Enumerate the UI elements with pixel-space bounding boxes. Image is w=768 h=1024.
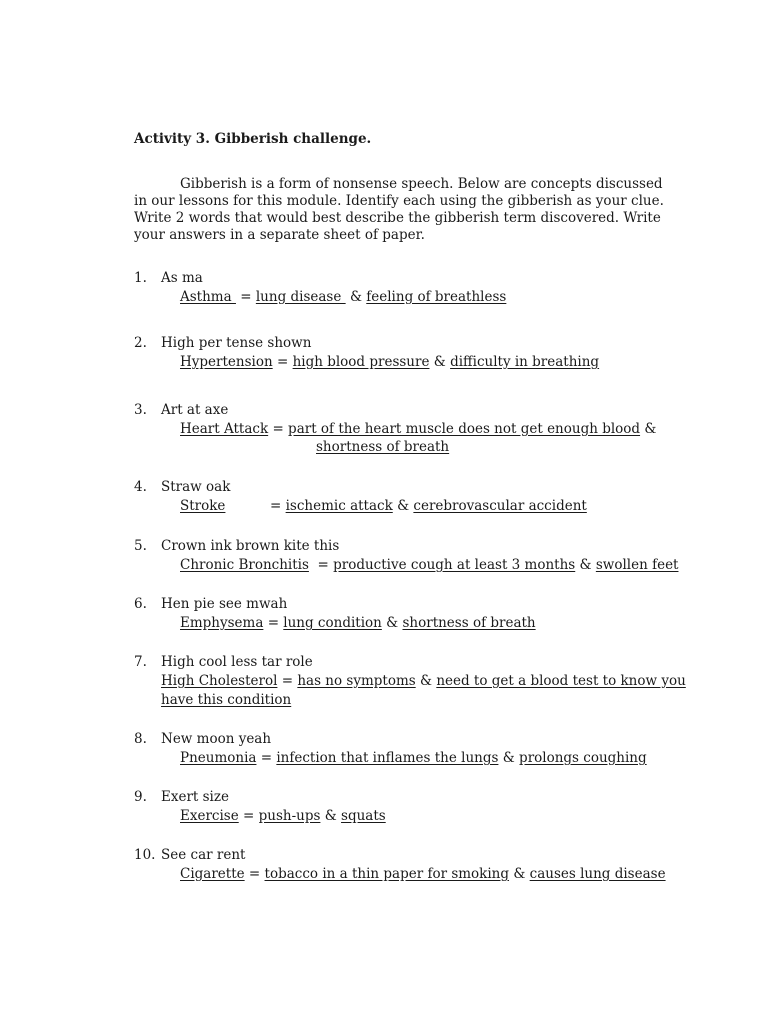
answer-word-1: push-ups — [258, 808, 321, 824]
answer-word-2-line-2: have this condition — [161, 692, 292, 708]
item-number: 6. — [134, 596, 147, 612]
intro-line-2: in our lessons for this module. Identify each using the gibberish as your clue. — [134, 193, 664, 209]
answer-line — [180, 288, 680, 307]
answer-word-2: squats — [341, 808, 386, 824]
answer-word-2: difficulty in breathing — [450, 354, 600, 370]
gibberish-clue: Art at axe — [161, 402, 229, 418]
answer-term: Hypertension — [180, 354, 273, 370]
item-number: 3. — [134, 402, 147, 418]
equals-sign: = — [270, 498, 282, 514]
ampersand: & — [397, 498, 410, 514]
answer-term: Cigarette — [180, 866, 245, 882]
answer-term: Heart Attack — [180, 421, 269, 437]
answer-word-1: ischemic attack — [285, 498, 393, 514]
ampersand: & — [644, 421, 657, 437]
answer-word-1: part of the heart muscle does not get enough blood — [288, 421, 641, 437]
answer-word-1: infection that inflames the lungs — [276, 750, 499, 766]
answer-line — [180, 556, 680, 575]
item-number: 8. — [134, 731, 147, 747]
answer-word-2: shortness of breath — [316, 439, 450, 455]
item-number: 9. — [134, 789, 147, 805]
equals-sign: = — [240, 289, 252, 305]
answer-word-1: has no symptoms — [297, 673, 416, 689]
answer-line — [180, 353, 680, 372]
gibberish-clue: Straw oak — [161, 479, 231, 495]
answer-term: High Cholesterol — [161, 673, 278, 689]
ampersand: & — [433, 354, 446, 370]
answer-word-2: prolongs coughing — [519, 750, 647, 766]
intro-line-3: Write 2 words that would best describe the gibberish term discovered. Write — [134, 210, 661, 226]
answer-term: Exercise — [180, 808, 239, 824]
answer-word-2: causes lung disease — [529, 866, 666, 882]
gibberish-clue: Crown ink brown kite this — [161, 538, 340, 554]
answer-word-1: lung condition — [283, 615, 382, 631]
item-number: 10. — [134, 847, 156, 863]
intro-paragraph — [134, 176, 664, 244]
gibberish-clue: High cool less tar role — [161, 654, 313, 670]
answer-word-2-line-1: need to get a blood test to know you — [436, 673, 686, 689]
gibberish-clue: Exert size — [161, 789, 229, 805]
item-number: 7. — [134, 654, 147, 670]
answer-term: Emphysema — [180, 615, 264, 631]
item-number: 4. — [134, 479, 147, 495]
equals-sign: = — [281, 673, 294, 689]
answer-term: Chronic Bronchitis — [180, 557, 309, 573]
answer-term: Pneumonia — [180, 750, 257, 766]
ampersand: & — [386, 615, 399, 631]
answer-word-1: lung disease — [255, 289, 346, 305]
equals-sign: = — [317, 557, 329, 573]
answer-line — [180, 497, 680, 516]
answer-word-1: tobacco in a thin paper for smoking — [264, 866, 510, 882]
answer-word-2: feeling of breathless — [366, 289, 507, 305]
answer-line — [180, 749, 680, 768]
gibberish-clue: See car rent — [161, 847, 246, 863]
answer-line — [180, 807, 680, 826]
intro-line-1: Gibberish is a form of nonsense speech. Below are concepts discussed — [180, 176, 663, 192]
equals-sign: = — [276, 354, 289, 370]
ampersand: & — [324, 808, 337, 824]
gibberish-clue: High per tense shown — [161, 335, 312, 351]
answer-line — [180, 420, 680, 439]
answer-word-1: high blood pressure — [292, 354, 430, 370]
item-number: 2. — [134, 335, 147, 351]
intro-line-4: your answers in a separate sheet of paper. — [134, 227, 425, 243]
ampersand: & — [419, 673, 433, 689]
ampersand: & — [579, 557, 592, 573]
answer-line — [161, 672, 686, 691]
equals-sign: = — [272, 421, 284, 437]
answer-word-2: cerebrovascular accident — [413, 498, 587, 514]
gibberish-clue: New moon yeah — [161, 731, 272, 747]
answer-word-1: productive cough at least 3 months — [333, 557, 576, 573]
gibberish-clue: Hen pie see mwah — [161, 596, 288, 612]
answer-term — [180, 497, 270, 516]
equals-sign: = — [243, 808, 255, 824]
equals-sign: = — [267, 615, 279, 631]
answer-term: Asthma — [180, 289, 236, 305]
answer-word-2: shortness of breath — [402, 615, 536, 631]
ampersand: & — [349, 289, 362, 305]
ampersand: & — [502, 750, 515, 766]
answer-word-2: swollen feet — [595, 557, 679, 573]
answer-term-text: Stroke — [180, 498, 226, 514]
item-number: 5. — [134, 538, 147, 554]
answer-line — [180, 614, 680, 633]
equals-sign: = — [260, 750, 273, 766]
answer-line — [180, 865, 680, 884]
activity-title: Activity 3. Gibberish challenge. — [134, 131, 372, 147]
gibberish-clue: As ma — [161, 270, 203, 286]
equals-sign: = — [248, 866, 261, 882]
ampersand: & — [513, 866, 526, 882]
item-number: 1. — [134, 270, 147, 286]
